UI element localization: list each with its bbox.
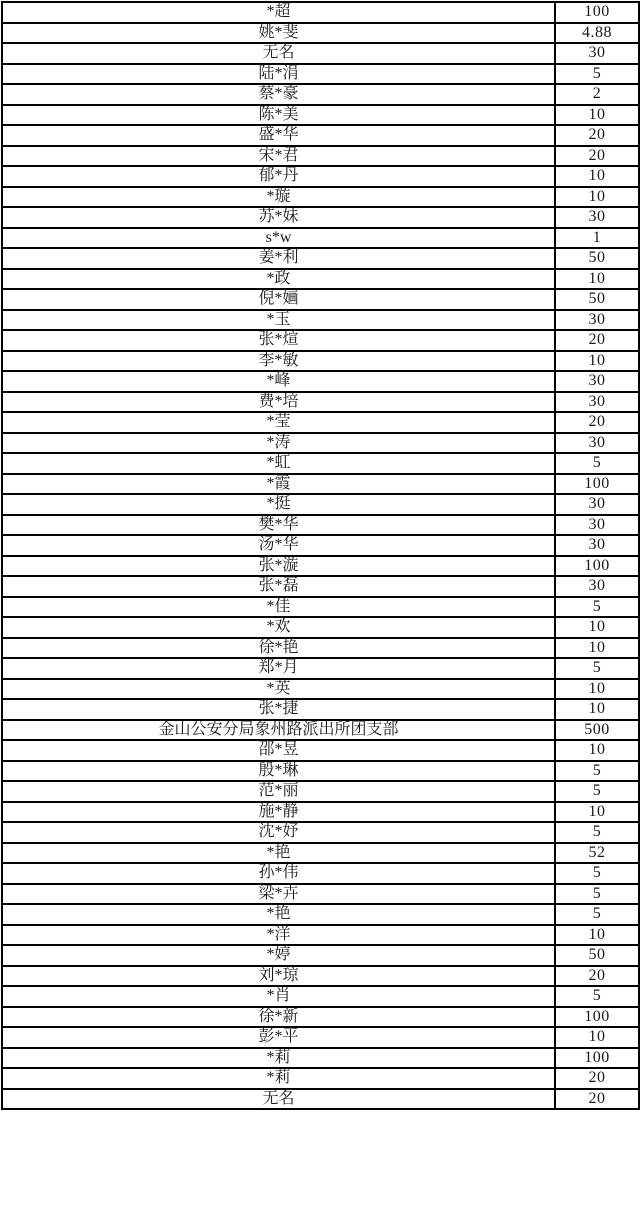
donation-amount-cell: 10 xyxy=(555,351,639,372)
donor-name-cell: 无名 xyxy=(2,43,555,64)
donation-amount-cell: 20 xyxy=(555,412,639,433)
donation-amount-cell: 30 xyxy=(555,433,639,454)
donation-amount-cell: 2 xyxy=(555,84,639,105)
donation-amount-cell: 30 xyxy=(555,371,639,392)
donor-name-cell: *英 xyxy=(2,679,555,700)
donation-amount-cell: 10 xyxy=(555,925,639,946)
donor-name-cell: *欢 xyxy=(2,617,555,638)
table-row xyxy=(2,494,639,515)
table-row xyxy=(2,453,639,474)
donor-name-cell: *玉 xyxy=(2,310,555,331)
table-row xyxy=(2,1048,639,1069)
table-row xyxy=(2,515,639,536)
table-row xyxy=(2,371,639,392)
table-row xyxy=(2,64,639,85)
donation-amount-cell: 50 xyxy=(555,289,639,310)
table-row xyxy=(2,904,639,925)
donation-amount-cell: 5 xyxy=(555,64,639,85)
donor-name-cell: *虹 xyxy=(2,453,555,474)
donor-name-cell: *肖 xyxy=(2,986,555,1007)
donation-amount-cell: 10 xyxy=(555,638,639,659)
table-row xyxy=(2,699,639,720)
table-row xyxy=(2,781,639,802)
donation-amount-cell: 5 xyxy=(555,781,639,802)
donation-amount-cell: 10 xyxy=(555,802,639,823)
donation-amount-cell: 1 xyxy=(555,228,639,249)
donor-name-cell: 范*丽 xyxy=(2,781,555,802)
donor-name-cell: *莉 xyxy=(2,1048,555,1069)
donor-name-cell: 李*敏 xyxy=(2,351,555,372)
donor-name-cell: 施*静 xyxy=(2,802,555,823)
table-row xyxy=(2,23,639,44)
table-row xyxy=(2,105,639,126)
donor-name-cell: 徐*艳 xyxy=(2,638,555,659)
donor-name-cell: 樊*华 xyxy=(2,515,555,536)
donation-amount-cell: 30 xyxy=(555,310,639,331)
table-row xyxy=(2,617,639,638)
donation-amount-cell: 10 xyxy=(555,187,639,208)
donation-amount-cell: 100 xyxy=(555,474,639,495)
donation-amount-cell: 30 xyxy=(555,494,639,515)
donor-name-cell: *霞 xyxy=(2,474,555,495)
donor-name-cell: 徐*新 xyxy=(2,1007,555,1028)
donation-amount-cell: 30 xyxy=(555,535,639,556)
donor-name-cell: s*w xyxy=(2,228,555,249)
donation-amount-cell: 5 xyxy=(555,986,639,1007)
donation-amount-cell: 30 xyxy=(555,43,639,64)
donor-name-cell: *璇 xyxy=(2,187,555,208)
table-row xyxy=(2,1027,639,1048)
donor-name-cell: 金山公安分局象州路派出所团支部 xyxy=(2,720,555,741)
table-row xyxy=(2,761,639,782)
table-row xyxy=(2,187,639,208)
table-row xyxy=(2,2,639,23)
donation-amount-cell: 100 xyxy=(555,556,639,577)
table-row xyxy=(2,1007,639,1028)
donation-amount-cell: 20 xyxy=(555,1068,639,1089)
donor-name-cell: 孙*伟 xyxy=(2,863,555,884)
donation-amount-cell: 5 xyxy=(555,904,639,925)
donation-amount-cell: 20 xyxy=(555,330,639,351)
table-row xyxy=(2,248,639,269)
table-row xyxy=(2,351,639,372)
table-row xyxy=(2,576,639,597)
table-row xyxy=(2,330,639,351)
donation-amount-cell: 10 xyxy=(555,105,639,126)
donor-name-cell: 苏*妹 xyxy=(2,207,555,228)
donor-name-cell: 刘*琼 xyxy=(2,966,555,987)
table-row xyxy=(2,925,639,946)
donor-name-cell: *艳 xyxy=(2,904,555,925)
table-row xyxy=(2,207,639,228)
donor-name-cell: *超 xyxy=(2,2,555,23)
table-row xyxy=(2,310,639,331)
donation-amount-cell: 20 xyxy=(555,966,639,987)
donation-amount-cell: 10 xyxy=(555,679,639,700)
donor-name-cell: 陆*涓 xyxy=(2,64,555,85)
table-row xyxy=(2,84,639,105)
donation-amount-cell: 500 xyxy=(555,720,639,741)
donation-amount-cell: 5 xyxy=(555,597,639,618)
donor-name-cell: *峰 xyxy=(2,371,555,392)
donor-name-cell: 陈*美 xyxy=(2,105,555,126)
donor-name-cell: 张*漩 xyxy=(2,556,555,577)
donor-name-cell: *政 xyxy=(2,269,555,290)
donor-name-cell: 宋*君 xyxy=(2,146,555,167)
table-row xyxy=(2,884,639,905)
donor-name-cell: 郑*月 xyxy=(2,658,555,679)
donation-amount-cell: 100 xyxy=(555,1007,639,1028)
table-row xyxy=(2,986,639,1007)
table-row xyxy=(2,945,639,966)
donor-name-cell: 梁*卉 xyxy=(2,884,555,905)
table-row xyxy=(2,863,639,884)
table-row xyxy=(2,392,639,413)
donor-name-cell: 殷*琳 xyxy=(2,761,555,782)
donation-amount-cell: 4.88 xyxy=(555,23,639,44)
table-row xyxy=(2,556,639,577)
donation-amount-cell: 5 xyxy=(555,761,639,782)
donation-amount-cell: 5 xyxy=(555,863,639,884)
donor-name-cell: 张*煊 xyxy=(2,330,555,351)
donor-name-cell: *佳 xyxy=(2,597,555,618)
donor-name-cell: 彭*平 xyxy=(2,1027,555,1048)
donation-amount-cell: 5 xyxy=(555,884,639,905)
donation-amount-cell: 20 xyxy=(555,1089,639,1110)
table-row xyxy=(2,822,639,843)
donation-amount-cell: 100 xyxy=(555,2,639,23)
donor-name-cell: *莹 xyxy=(2,412,555,433)
table-row xyxy=(2,166,639,187)
donation-amount-cell: 5 xyxy=(555,658,639,679)
table-row xyxy=(2,289,639,310)
donor-name-cell: 张*磊 xyxy=(2,576,555,597)
donation-amount-cell: 100 xyxy=(555,1048,639,1069)
table-row xyxy=(2,146,639,167)
donation-amount-cell: 20 xyxy=(555,146,639,167)
donation-amount-cell: 5 xyxy=(555,822,639,843)
table-row xyxy=(2,433,639,454)
table-row xyxy=(2,535,639,556)
donation-amount-cell: 52 xyxy=(555,843,639,864)
table-row xyxy=(2,474,639,495)
table-row xyxy=(2,679,639,700)
donor-name-cell: 倪*婳 xyxy=(2,289,555,310)
table-row xyxy=(2,843,639,864)
donation-amount-cell: 10 xyxy=(555,740,639,761)
donor-name-cell: 沈*妤 xyxy=(2,822,555,843)
table-row xyxy=(2,43,639,64)
donation-amount-cell: 10 xyxy=(555,166,639,187)
donation-amount-cell: 10 xyxy=(555,1027,639,1048)
donor-name-cell: *艳 xyxy=(2,843,555,864)
donor-name-cell: *莉 xyxy=(2,1068,555,1089)
donation-amount-cell: 10 xyxy=(555,269,639,290)
donation-amount-cell: 50 xyxy=(555,248,639,269)
donor-name-cell: *涛 xyxy=(2,433,555,454)
table-row xyxy=(2,720,639,741)
table-row xyxy=(2,125,639,146)
donor-name-cell: 张*捷 xyxy=(2,699,555,720)
donation-amount-cell: 10 xyxy=(555,699,639,720)
donor-name-cell: 邵*昱 xyxy=(2,740,555,761)
donor-name-cell: *婷 xyxy=(2,945,555,966)
table-row xyxy=(2,269,639,290)
donor-name-cell: 盛*华 xyxy=(2,125,555,146)
donor-name-cell: *挺 xyxy=(2,494,555,515)
donation-amount-cell: 30 xyxy=(555,515,639,536)
table-row xyxy=(2,412,639,433)
donor-name-cell: 费*培 xyxy=(2,392,555,413)
donor-name-cell: 姜*利 xyxy=(2,248,555,269)
table-row xyxy=(2,966,639,987)
donation-amount-cell: 30 xyxy=(555,392,639,413)
table-body xyxy=(2,2,639,1109)
donor-name-cell: 蔡*豪 xyxy=(2,84,555,105)
donation-amount-cell: 10 xyxy=(555,617,639,638)
table-row xyxy=(2,1089,639,1110)
table-row xyxy=(2,802,639,823)
donor-name-cell: *洋 xyxy=(2,925,555,946)
table-row xyxy=(2,658,639,679)
donation-amount-cell: 30 xyxy=(555,576,639,597)
donation-amount-cell: 20 xyxy=(555,125,639,146)
donor-name-cell: 姚*斐 xyxy=(2,23,555,44)
table-row xyxy=(2,1068,639,1089)
donor-name-cell: 无名 xyxy=(2,1089,555,1110)
donation-table xyxy=(1,1,640,1110)
table-row xyxy=(2,597,639,618)
table-row xyxy=(2,740,639,761)
donor-name-cell: 郁*丹 xyxy=(2,166,555,187)
table-row xyxy=(2,638,639,659)
donor-name-cell: 汤*华 xyxy=(2,535,555,556)
table-row xyxy=(2,228,639,249)
donation-amount-cell: 5 xyxy=(555,453,639,474)
donation-amount-cell: 50 xyxy=(555,945,639,966)
donation-amount-cell: 30 xyxy=(555,207,639,228)
